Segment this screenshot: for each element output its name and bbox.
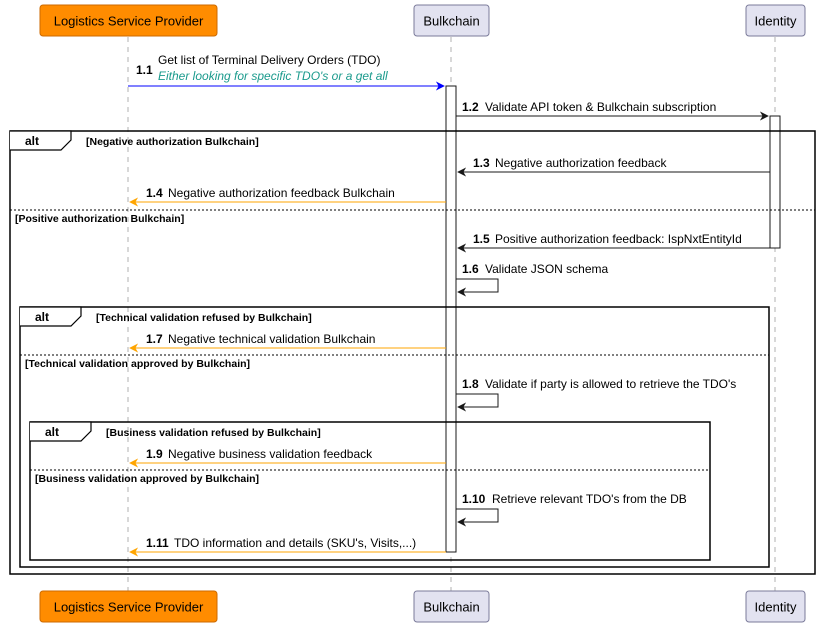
alt-guard: [Business validation refused by Bulkchain]	[106, 427, 321, 439]
participant-identity-top[interactable]	[746, 5, 805, 36]
message-1-8[interactable]	[456, 377, 736, 407]
message-1-4[interactable]	[130, 186, 446, 202]
message-1-6[interactable]	[456, 262, 608, 292]
message-arrow	[456, 394, 498, 407]
message-label: Negative business validation feedback	[168, 447, 373, 461]
participant-lsp-label: Logistics Service Provider	[53, 13, 204, 29]
message-1-10[interactable]	[456, 492, 687, 522]
message-1-1[interactable]	[128, 53, 444, 86]
alt-keyword: alt	[35, 310, 50, 324]
message-number: 1.5	[473, 232, 490, 246]
message-1-9[interactable]	[130, 447, 446, 463]
message-1-3[interactable]	[458, 156, 770, 172]
participant-lsp-top[interactable]	[40, 5, 217, 36]
alt-frame-outer	[10, 131, 815, 574]
message-number: 1.1	[136, 63, 153, 77]
alt-guard: [Technical validation refused by Bulkchain]	[96, 312, 312, 324]
message-label: Negative authorization feedback	[495, 156, 667, 170]
participant-identity-label: Identity	[754, 599, 797, 615]
message-label: Positive authorization feedback: IspNxtEntityId	[495, 232, 742, 246]
message-number: 1.4	[146, 186, 163, 200]
message-1-11[interactable]	[130, 536, 446, 552]
message-1-7[interactable]	[130, 332, 446, 348]
message-number: 1.9	[146, 447, 163, 461]
message-label: Get list of Terminal Delivery Orders (TDO)	[158, 53, 381, 67]
alt-keyword: alt	[25, 134, 40, 148]
message-number: 1.10	[462, 492, 486, 506]
participant-identity-label: Identity	[754, 13, 797, 29]
message-arrow	[456, 279, 498, 292]
message-label: Negative technical validation Bulkchain	[168, 332, 376, 346]
alt-keyword: alt	[45, 425, 60, 439]
message-label: Validate API token & Bulkchain subscription	[485, 100, 717, 114]
alt-else-guard: [Technical validation approved by Bulkchain]	[25, 358, 251, 370]
message-note: Either looking for specific TDO's or a get all	[158, 69, 388, 83]
message-label: Negative authorization feedback Bulkchain	[168, 186, 395, 200]
message-label: Retrieve relevant TDO's from the DB	[492, 492, 687, 506]
activation-identity	[770, 116, 780, 248]
message-1-2[interactable]	[456, 100, 768, 116]
participant-bulkchain-top[interactable]	[414, 5, 489, 36]
message-number: 1.7	[146, 332, 163, 346]
participant-bulkchain-bottom[interactable]	[414, 591, 489, 622]
participant-lsp-label: Logistics Service Provider	[53, 599, 204, 615]
message-number: 1.2	[462, 100, 479, 114]
message-number: 1.3	[473, 156, 490, 170]
activation-bulkchain	[446, 86, 456, 552]
alt-else-guard: [Business validation approved by Bulkchain]	[35, 473, 260, 485]
message-number: 1.11	[146, 536, 169, 550]
message-label: Validate if party is allowed to retrieve the TDO's	[485, 377, 737, 391]
participant-identity-bottom[interactable]	[746, 591, 805, 622]
message-arrow	[456, 509, 498, 522]
message-number: 1.8	[462, 377, 479, 391]
participant-lsp-bottom[interactable]	[40, 591, 217, 622]
participant-bulkchain-label: Bulkchain	[423, 13, 480, 29]
participant-bulkchain-label: Bulkchain	[423, 599, 480, 615]
alt-guard: [Negative authorization Bulkchain]	[86, 136, 259, 148]
message-1-5[interactable]	[458, 232, 770, 248]
message-label: TDO information and details (SKU's, Visits,...)	[174, 536, 417, 550]
message-number: 1.6	[462, 262, 479, 276]
message-label: Validate JSON schema	[485, 262, 609, 276]
alt-else-guard: [Positive authorization Bulkchain]	[15, 213, 185, 225]
